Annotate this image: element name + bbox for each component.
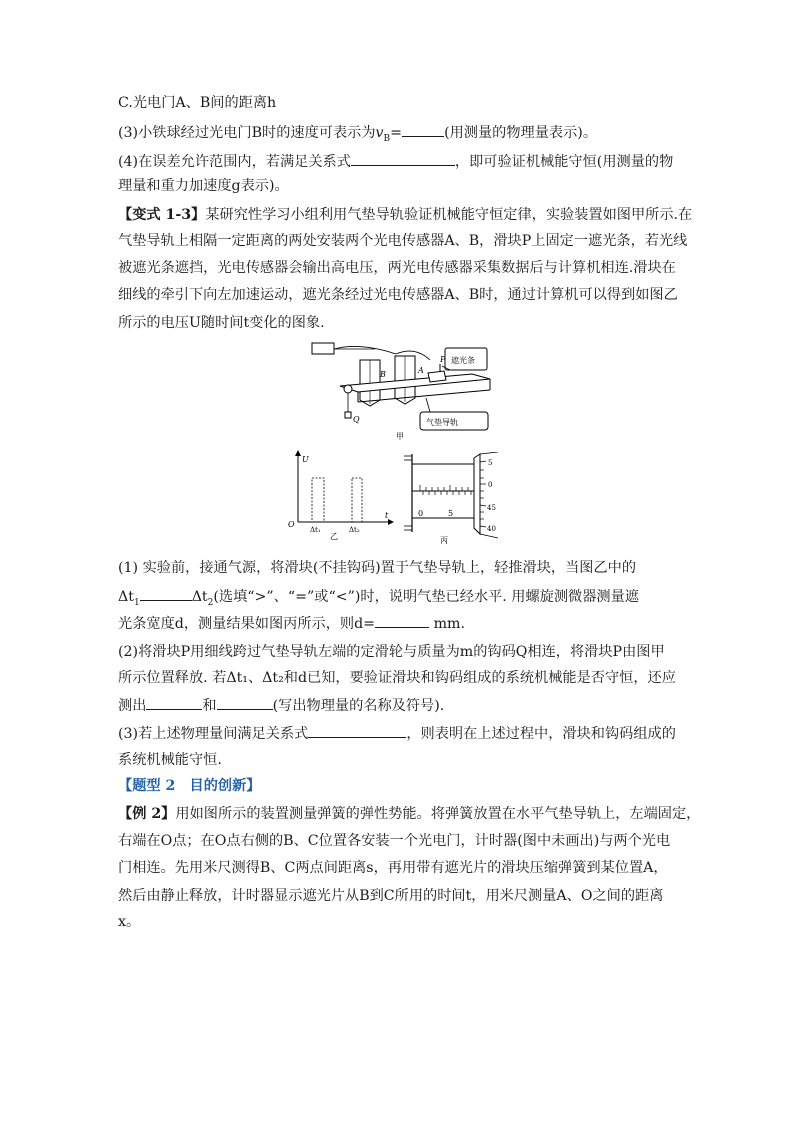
variant-1-3-line3: 被遮光条遮挡，光电传感器会输出高电压，两光电传感器采集数据后与计算机相连.滑块在 (118, 260, 676, 276)
answer-blank[interactable] (140, 586, 192, 601)
section-heading: 【题型 2 目的创新】 (118, 778, 261, 794)
answer-blank[interactable] (217, 695, 273, 710)
example-2-line3: 门相连。先用米尺测得B、C两点间距离s，再用带有遮光片的滑块压缩弹簧到某位置A， (118, 860, 668, 876)
callout-air-rail: 气垫导轨 (426, 418, 458, 427)
label-b: B (380, 370, 386, 379)
answer-blank[interactable] (308, 723, 406, 738)
callout-shade-strip: 遮光条 (451, 356, 475, 365)
example-2: 【例 2】用如图所示的装置测量弹簧的弹性势能。将弹簧放置在水平气垫导轨上，左端固定， (118, 806, 701, 822)
variant-1-3-line2: 气垫导轨上相隔一定距离的两处安装两个光电传感器A、B，滑块P上固定一遮光条，若光线 (118, 233, 688, 249)
question-3: (3)小铁球经过光电门B时的速度可表示为$v_B=$ (用测量的物理量表示)。 (118, 122, 597, 149)
main-scale-0: 0 (418, 509, 424, 518)
q1-line2: $\Delta t_1$ $\Delta t_2$(选填“>”、“=”或“<”)时，说明气垫已经水平. 用螺旋测微器测量遮 (118, 586, 639, 613)
label-p: P (440, 355, 446, 364)
answer-blank[interactable] (351, 151, 455, 166)
label-q: Q (353, 415, 360, 424)
thimble-40: 40 (487, 525, 496, 533)
figure-bing-micrometer (398, 452, 508, 544)
answer-blank[interactable] (402, 122, 444, 137)
axis-u: U (302, 455, 309, 464)
answer-blank[interactable] (375, 613, 429, 628)
q2-line1: (2)将滑块P用细线跨过气垫导轨左端的定滑轮与质量为m的钩码Q相连，将滑块P由图甲 (118, 644, 665, 660)
variant-1-3-line5: 所示的电压U随时间t变化的图象. (118, 315, 325, 331)
variant-1-3: 【变式 1-3】某研究性学习小组利用气垫导轨验证机械能守恒定律，实验装置如图甲所示.在 (118, 207, 693, 223)
q3-line1: (3)若上述物理量间满足关系式 ，则表明在上述过程中，滑块和钩码组成的 (118, 723, 676, 744)
answer-blank[interactable] (146, 695, 202, 710)
caption-bing: 丙 (440, 536, 448, 544)
caption-yi: 乙 (330, 532, 338, 540)
option-c: C.光电门A、B间的距离h (118, 95, 277, 111)
q2-line3: 测出 和 (写出物理量的名称及符号). (118, 695, 444, 716)
q1-line3: 光条宽度d，测量结果如图丙所示，则d= mm. (118, 613, 465, 634)
origin-o: O (288, 520, 295, 529)
example-2-line4: 然后由静止释放，计时器显示遮光片从B到C所用的时间t，用米尺测量A、O之间的距离 (118, 888, 664, 904)
variant-1-3-line4: 细线的牵引下向左加速运动，遮光条经过光电传感器A、B时，通过计算机可以得到如图乙 (118, 287, 678, 303)
thimble-5: 5 (488, 459, 493, 467)
figure-yi-voltage-graph (288, 448, 398, 540)
axis-t: t (385, 511, 389, 520)
q3-line2: 系统机械能守恒. (118, 752, 222, 768)
thimble-0: 0 (488, 481, 493, 489)
q2-line2: 所示位置释放. 若Δt₁、Δt₂和d已知，要验证滑块和钩码组成的系统机械能是否守恒，还应 (118, 670, 676, 686)
tick-dt2: Δt₂ (349, 526, 360, 534)
question-4-cont: 理量和重力加速度g表示)。 (118, 178, 289, 194)
caption-jia: 甲 (396, 432, 404, 441)
example-2-line5: x。 (118, 914, 141, 930)
question-4: (4)在误差允许范围内，若满足关系式 ，即可验证机械能守恒(用测量的物 (118, 151, 673, 172)
example-2-line2: 右端在O点；在O点右侧的B、C位置各安装一个光电门，计时器(图中未画出)与两个光电 (118, 833, 671, 849)
q1-line1: (1) 实验前，接通气源，将滑块(不挂钩码)置于气垫导轨上，轻推滑块，当图乙中的 (118, 560, 637, 576)
main-scale-5: 5 (448, 509, 454, 518)
label-a: A (418, 366, 424, 375)
figure-jia-apparatus (300, 340, 500, 442)
thimble-45: 45 (487, 504, 496, 512)
tick-dt1: Δt₁ (310, 526, 321, 534)
